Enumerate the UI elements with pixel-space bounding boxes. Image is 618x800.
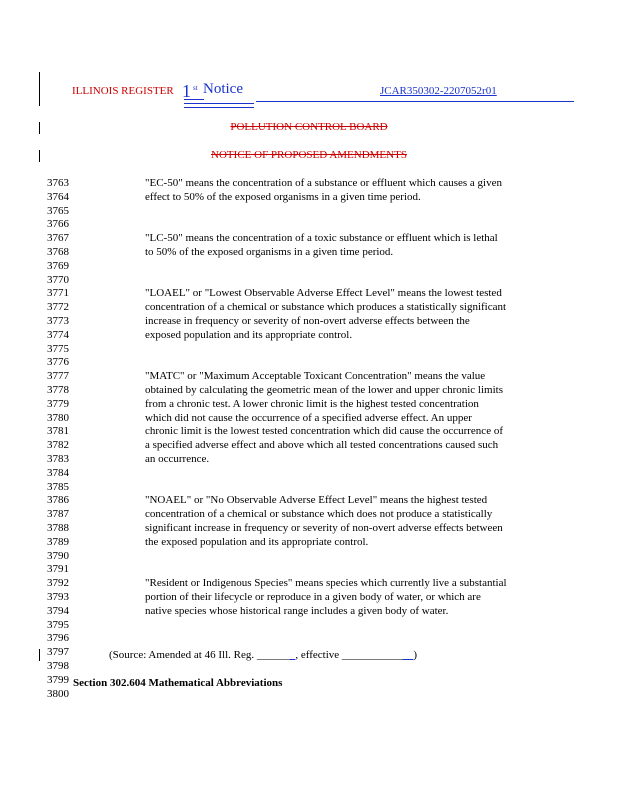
- source-suffix: ): [413, 649, 418, 661]
- line-number: 3789: [47, 535, 69, 548]
- line-number: 3767: [47, 232, 69, 245]
- line-text: chronic limit is the lowest tested concentration which did cause the occurrence of: [145, 425, 503, 438]
- section-heading: Section 302.604 Mathematical Abbreviations: [73, 677, 283, 689]
- line-number: 3795: [47, 618, 69, 631]
- line-text: exposed population and its appropriate control.: [145, 328, 353, 341]
- underline-mark: [184, 99, 204, 100]
- line-text: "MATC" or "Maximum Acceptable Toxicant Concentration" means the value: [145, 370, 486, 383]
- line-number: 3782: [47, 439, 69, 452]
- line-number: 3771: [47, 287, 69, 300]
- line-number: 3793: [47, 591, 69, 603]
- line-number: 3787: [47, 508, 69, 521]
- line-number: 3764: [47, 190, 69, 203]
- line-number: 3784: [47, 466, 69, 479]
- line-number: 3778: [47, 384, 69, 396]
- source-mid: , effective: [295, 649, 340, 661]
- line-text: significant increase in frequency or severity of non-overt adverse effects between: [145, 522, 503, 534]
- line-number: 3776: [47, 356, 69, 369]
- notice-label: Notice: [203, 81, 243, 97]
- line-number: 3765: [47, 204, 69, 217]
- line-number: 3766: [47, 218, 69, 231]
- line-text: increase in frequency or severity of non-overt adverse effects between the: [145, 315, 470, 327]
- line-text: "Resident or Indigenous Species" means species which currently live a substantial: [145, 577, 507, 590]
- change-bar: [39, 72, 40, 106]
- line-number: 3769: [47, 259, 69, 272]
- line-number: 3777: [47, 370, 69, 383]
- line-text: a specified adverse effect and above which all tested concentrations caused such: [145, 439, 499, 452]
- line-text: concentration of a chemical or substance which produces a statistically significant: [145, 301, 507, 314]
- line-text: an occurrence.: [145, 453, 210, 465]
- line-number: 3763: [47, 177, 69, 189]
- underline-mark: [256, 101, 574, 102]
- line-number: 3792: [47, 577, 69, 590]
- register-title: ILLINOIS REGISTER: [72, 85, 174, 97]
- source-note: [109, 649, 417, 661]
- line-text: native species whose historical range includes a given body of water.: [145, 604, 449, 617]
- effective-blank: ___________: [341, 649, 403, 661]
- line-text: the exposed population and its appropriate control.: [145, 535, 369, 548]
- line-number: 3775: [47, 342, 69, 355]
- line-text: "EC-50" means the concentration of a substance or effluent which causes a given: [145, 177, 502, 189]
- line-number: 3798: [47, 660, 69, 672]
- line-number: 3780: [47, 411, 69, 424]
- jcar-code: JCAR350302-2207052r01: [380, 85, 497, 97]
- source-prefix: (Source: Amended at 46 Ill. Reg.: [109, 649, 255, 661]
- line-number: 3786: [47, 494, 69, 507]
- line-number: 3788: [47, 522, 69, 534]
- line-number: 3799: [47, 673, 69, 686]
- line-text: to 50% of the exposed organisms in a given time period.: [145, 246, 394, 258]
- line-number: 3779: [47, 397, 69, 410]
- line-number: 3770: [47, 273, 69, 286]
- register-header: [72, 83, 512, 113]
- line-number: 3773: [47, 315, 69, 327]
- line-number: 3800: [47, 687, 69, 700]
- line-number: 3768: [47, 246, 69, 258]
- notice-number-suffix: st: [193, 84, 198, 92]
- line-number: 3781: [47, 425, 69, 438]
- line-number: 3785: [47, 480, 69, 493]
- underline-mark: [184, 103, 254, 104]
- line-number: 3791: [47, 563, 69, 576]
- change-bar: [39, 649, 40, 661]
- line-text: "NOAEL" or "No Observable Adverse Effect Level" means the highest tested: [145, 494, 488, 507]
- line-text: concentration of a chemical or substance which does not produce a statistically: [145, 508, 493, 521]
- line-number: 3796: [47, 632, 69, 645]
- edit-mark: [402, 649, 413, 661]
- line-text: "LC-50" means the concentration of a toxic substance or effluent which is lethal: [145, 232, 498, 245]
- line-number: 3790: [47, 549, 69, 562]
- notice-title: NOTICE OF PROPOSED AMENDMENTS: [211, 149, 407, 161]
- line-number: 3774: [47, 328, 69, 341]
- line-text: effect to 50% of the exposed organisms in a given time period.: [145, 190, 421, 203]
- line-text: "LOAEL" or "Lowest Observable Adverse Effect Level" means the lowest tested: [145, 287, 502, 300]
- line-number: 3797: [47, 646, 69, 659]
- register-blank: ______: [256, 649, 290, 661]
- line-number: 3783: [47, 453, 69, 465]
- line-text: from a chronic test. A lower chronic limit is the highest tested concentration: [145, 397, 479, 410]
- board-name: POLLUTION CONTROL BOARD: [230, 121, 388, 133]
- line-text: portion of their lifecycle or reproduce in a given body of water, or which are: [145, 591, 481, 603]
- line-number: 3772: [47, 301, 69, 314]
- line-text: which did not cause the occurrence of a specified adverse effect. An upper: [145, 411, 472, 424]
- notice-number: 1: [182, 81, 191, 101]
- line-number: 3794: [47, 604, 69, 617]
- underline-mark: [184, 107, 254, 108]
- line-text: obtained by calculating the geometric mean of the lower and upper chronic limits: [145, 384, 503, 396]
